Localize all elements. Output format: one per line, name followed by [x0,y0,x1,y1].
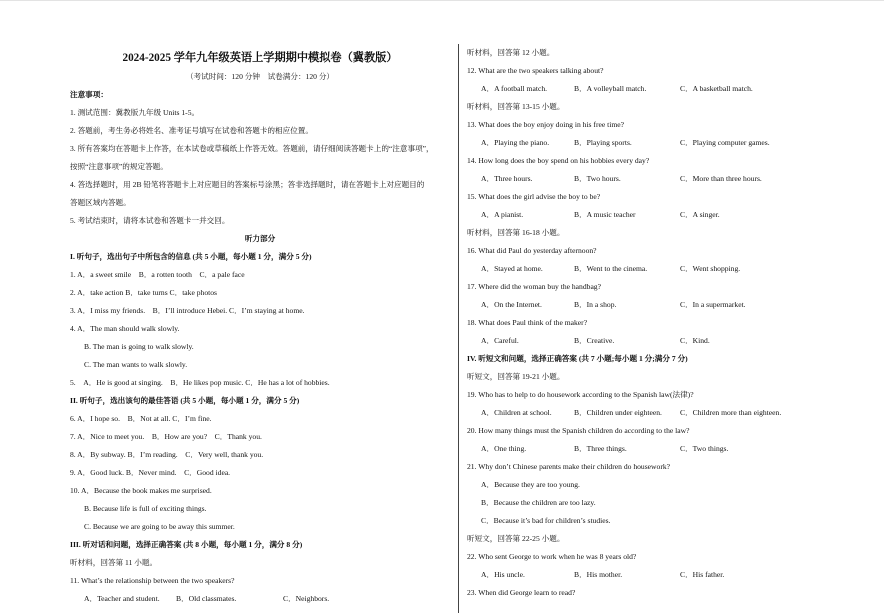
option-b: B．In a shop. [574,300,617,309]
question-item: 3. A．I miss my friends. B．I’ll introduce Hebei. C．I’m staying at home. [70,306,305,315]
option-b: B．His mother. [574,570,623,579]
question-item: 15. What does the girl advise the boy to be? [467,192,601,201]
notice-item: 5. 考试结束时，请将本试卷和答题卡一并交回。 [70,216,230,225]
option-c: C．Playing computer games. [680,138,770,147]
question-item: 7. A．Nice to meet you. B．How are you? C．Thank you. [70,432,262,441]
option-b: B．Creative. [574,336,615,345]
option-item: B. The man is going to walk slowly. [84,342,194,351]
option-c: C．Kind. [680,336,710,345]
option-item: B. Because life is full of exciting things. [84,504,207,513]
option-row [467,332,882,350]
option-row [467,80,882,98]
exam-title: 2024-2025 学年九年级英语上学期期中模拟卷（冀教版） [122,52,398,64]
option-b: B．Playing sports. [574,138,632,147]
question-item: 16. What did Paul do yesterday afternoon? [467,246,597,255]
question-item: 12. What are the two speakers talking about? [467,66,604,75]
question-item: 4. A．The man should walk slowly. [70,324,180,333]
option-b: B．A volleyball match. [574,84,647,93]
question-item: 14. How long does the boy spend on his hobbies every day? [467,156,650,165]
question-item: 21. Why don’t Chinese parents make their children do housework? [467,462,671,471]
question-item: 8. A．By subway. B．I’m reading. C．Very well, thank you. [70,450,264,459]
notice-item: 1. 测试范围：冀教版九年级 Units 1-5。 [70,108,200,117]
section-heading: IV. 听短文和问题，选择正确答案 (共 7 小题;每小题 1 分;满分 7 分) [467,354,688,363]
option-c: C．His father. [680,570,725,579]
question-item: 9. A．Good luck. B．Never mind. C．Good idea. [70,468,231,477]
option-b: B．Children under eighteen. [574,408,662,417]
option-a: A．Children at school. [481,408,552,417]
option-b: B．Three things. [574,444,627,453]
option-c: C．A singer. [680,210,720,219]
option-a: A．Careful. [481,336,519,345]
option-row [467,206,882,224]
listening-note: 听材料，回答第 13-15 小题。 [467,102,565,111]
option-a: A．His uncle. [481,570,525,579]
option-a: A．On the Internet. [481,300,542,309]
option-a: A．A football match. [481,84,548,93]
question-item: 19. Who has to help to do housework according to the Spanish law(法律)? [467,390,694,399]
notice-item: 按照“注意事项”的规定答题。 [70,162,168,171]
question-item: 5. A．He is good at singing. B．He likes pop music. C．He has a lot of hobbies. [70,378,330,387]
option-item: C. Because we are going to be away this summer. [84,522,235,531]
option-c: C．Went shopping. [680,264,741,273]
part-heading: 听力部分 [244,234,276,243]
listening-note: 听材料，回答第 16-18 小题。 [467,228,565,237]
option-row [467,404,882,422]
section-heading: I. 听句子，选出句子中所包含的信息 (共 5 小题，每小题 1 分，满分 5 分) [70,252,312,261]
option-b: B．Two hours. [574,174,621,183]
listening-note: 听材料，回答第 12 小题。 [467,48,555,57]
option-a: A．A pianist. [481,210,524,219]
option-row [467,260,882,278]
notice-item: 答题区域内答题。 [70,198,131,207]
question-item: 22. Who sent George to work when he was 8 years old? [467,552,637,561]
option-item: A．Because they are too young. [481,480,580,489]
listening-note: 听短文，回答第 19-21 小题。 [467,372,565,381]
question-item: 18. What does Paul think of the maker? [467,318,588,327]
option-row [467,296,882,314]
question-item: 23. When did George learn to read? [467,588,576,597]
section-heading: II. 听句子，选出该句的最佳答语 (共 5 小题，每小题 1 分，满分 5 分) [70,396,300,405]
question-item: 10. A．Because the book makes me surprised. [70,486,212,495]
option-b: B．Old classmates. [176,594,237,603]
option-b: B．A music teacher [574,210,636,219]
question-item: 1. A．a sweet smile B．a rotten tooth C．a pale face [70,270,245,279]
option-c: C．A basketball match. [680,84,753,93]
option-row [70,590,450,608]
option-c: C．In a supermarket. [680,300,746,309]
option-b: B．Went to the cinema. [574,264,648,273]
notice-item: 3. 所有答案均在答题卡上作答，在本试卷或草稿纸上作答无效。答题前，请仔细阅读答题卡上的“注意事项”， [70,144,434,153]
question-item: 2. A．take action B．take turns C．take photos [70,288,217,297]
option-c: C．Children more than eighteen. [680,408,782,417]
option-c: C．Neighbors. [283,594,330,603]
question-item: 20. How many things must the Spanish children do according to the law? [467,426,690,435]
option-row [467,134,882,152]
option-a: A．Three hours. [481,174,533,183]
right-column [467,44,882,602]
option-a: A．Playing the piano. [481,138,550,147]
notice-item: 4. 答选择题时，用 2B 铅笔将答题卡上对应题目的答案标号涂黑；答非选择题时，请在答题卡上对应题目的 [70,180,425,189]
question-item: 17. Where did the woman buy the handbag? [467,282,601,291]
left-column [70,46,450,608]
option-a: A．Teacher and student. [84,594,160,603]
column-divider [458,44,459,613]
page-top-border [0,0,884,7]
option-c: C．More than three hours. [680,174,762,183]
exam-subtitle: （考试时间：120 分钟 试卷满分：120 分） [185,72,335,81]
listening-note: 听短文，回答第 22-25 小题。 [467,534,565,543]
question-item: 11. What’s the relationship between the two speakers? [70,576,235,585]
option-row [467,440,882,458]
listening-note: 听材料，回答第 11 小题。 [70,558,158,567]
section-heading: III. 听对话和问题，选择正确答案 (共 8 小题，每小题 1 分，满分 8 分) [70,540,303,549]
question-item: 6. A．I hope so. B．Not at all. C．I’m fine. [70,414,212,423]
option-row [467,566,882,584]
option-item: B．Because the children are too lazy. [481,498,596,507]
option-a: A．Stayed at home. [481,264,543,273]
notice-heading: 注意事项： [70,90,108,99]
notice-item: 2. 答题前，考生务必将姓名、准考证号填写在试卷和答题卡的相应位置。 [70,126,313,135]
option-a: A．One thing. [481,444,527,453]
option-item: C．Because it’s bad for children’s studies. [481,516,611,525]
question-item: 13. What does the boy enjoy doing in his free time? [467,120,624,129]
option-item: C. The man wants to walk slowly. [84,360,188,369]
option-c: C．Two things. [680,444,729,453]
option-row [467,170,882,188]
